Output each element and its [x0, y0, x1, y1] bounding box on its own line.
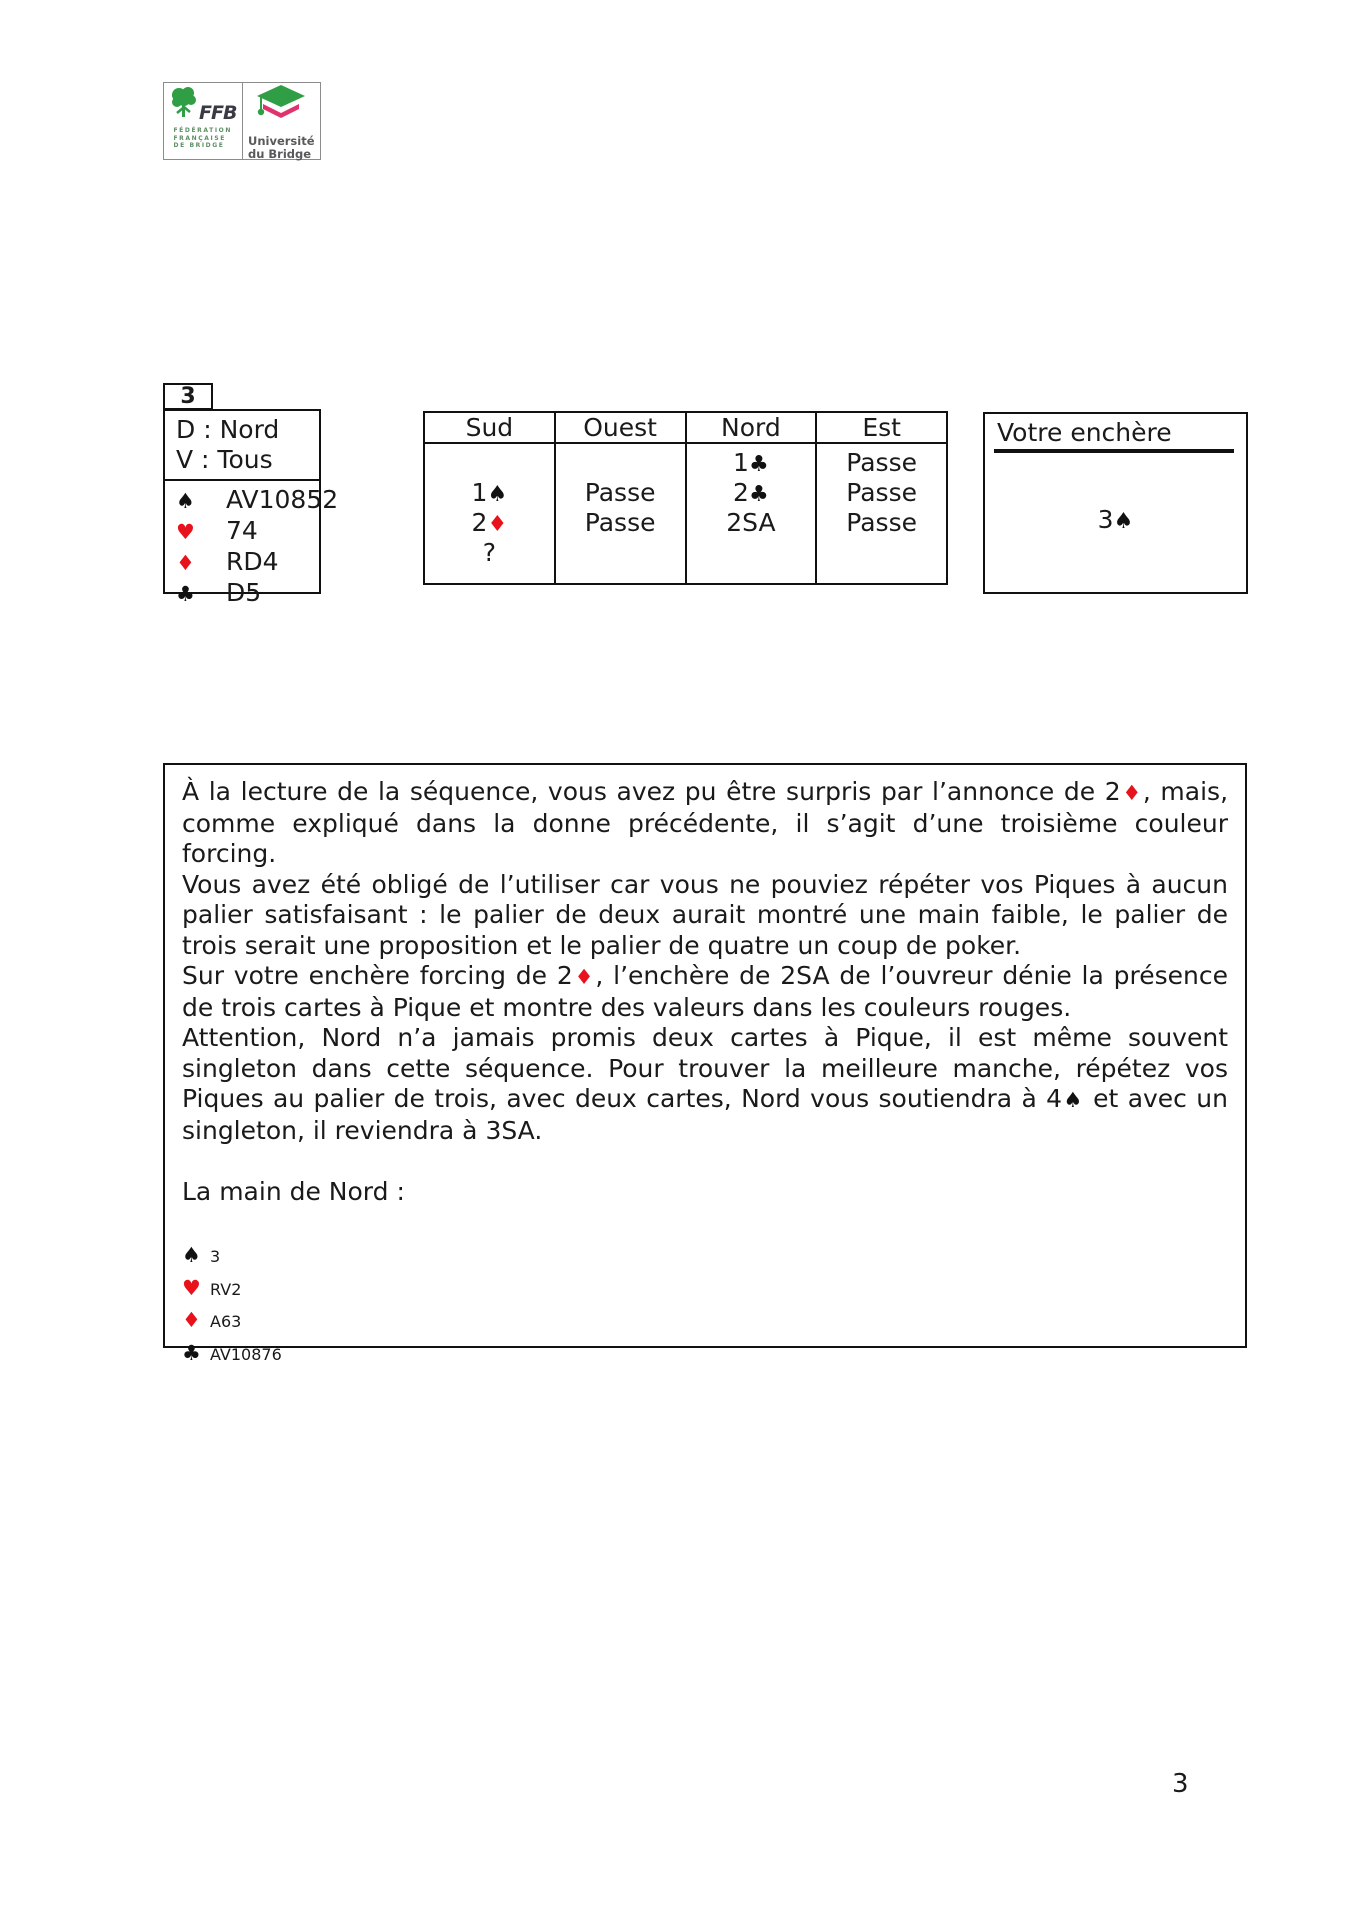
bid-cell: 2♦: [471, 508, 508, 537]
dealer-label: D : Nord: [176, 415, 280, 444]
bidding-column-est: [815, 444, 946, 583]
ffb-acronym: FFB: [199, 102, 237, 124]
suit-symbol: ♠: [1062, 1088, 1084, 1112]
suit-symbol: ♠: [487, 482, 508, 507]
bidding-table: [423, 411, 948, 585]
ffb-caption: [173, 127, 232, 150]
bidding-body: [425, 444, 946, 583]
bidding-column-sud: [425, 444, 554, 583]
hand-cards: RV2: [210, 1279, 242, 1299]
university-cap-icon: [253, 83, 309, 133]
bidding-header-sud: Sud: [465, 413, 514, 442]
hand-row: [176, 578, 319, 609]
explanation-paragraphs: [182, 777, 1228, 1146]
bid-cell: [556, 538, 685, 568]
bid-cell: 2♣: [733, 478, 769, 507]
hand-row: [176, 547, 319, 578]
suit-symbol: ♦: [182, 1308, 201, 1332]
bid-cell: Passe: [584, 478, 656, 507]
suit-symbol: ♦: [572, 965, 596, 989]
bid-cell: 2SA: [726, 508, 776, 537]
suit-symbol: ♦: [487, 512, 508, 537]
suit-symbol: ♦: [1120, 781, 1143, 805]
university-label-line: Université: [247, 134, 315, 148]
ffb-tree-icon: [169, 85, 199, 123]
vulnerability-label: V : Tous: [176, 445, 273, 474]
bidding-column-nord: [685, 444, 816, 583]
explanation-paragraph: À la lecture de la séquence, vous avez pu être surpris par l’annonce de 2♦, mais, comme expliqué dans la donne précédente, il s’agit d’une troisième couleur forcing.: [182, 777, 1229, 868]
bidding-header-ouest: Ouest: [554, 413, 685, 442]
suit-symbol: ♠: [1113, 509, 1134, 534]
suit-symbol: ♠: [176, 489, 195, 513]
hand-cards: A63: [210, 1312, 242, 1331]
bid-cell: [817, 538, 946, 568]
ffb-logo-cell: [164, 83, 243, 159]
hand-cards: D5: [226, 578, 262, 607]
deal-box: [163, 409, 339, 607]
votre-enchere-box: [983, 412, 1248, 594]
hand-cards: AV10852: [226, 485, 339, 514]
south-hand: [165, 481, 339, 609]
suit-symbol: ♥: [176, 520, 195, 544]
bid-cell: [556, 448, 685, 478]
answer-bid: 3♠: [1097, 505, 1134, 534]
suit-symbol: ♥: [182, 1275, 201, 1300]
bid-cell: 1♠: [471, 478, 508, 507]
ffb-logo: [163, 82, 321, 160]
hand-cards: RD4: [226, 547, 279, 576]
hand-row: [176, 485, 339, 516]
hand-row: [182, 1305, 1228, 1338]
votre-enchere-underline: [994, 449, 1234, 453]
bid-cell: ?: [482, 538, 497, 567]
explanation-paragraph: Vous avez été obligé de l’utiliser car vous ne pouviez répéter vos Piques à aucun palier satisfaisant : le palier de deux aurait montré une main faible, le palier de trois serait une proposition et le palier de quatre un coup de poker.: [182, 869, 1228, 960]
bid-cell: 1♣: [733, 448, 769, 477]
page-number: 3: [1172, 1769, 1189, 1799]
hand-row: [182, 1338, 1228, 1371]
university-label: [248, 135, 315, 160]
bidding-header-row: [425, 413, 946, 444]
university-logo-cell: [243, 83, 321, 159]
suit-symbol: ♣: [748, 452, 769, 477]
north-hand-title: La main de Nord :: [182, 1177, 405, 1206]
bidding-header-nord: Nord: [685, 413, 816, 442]
bid-cell: Passe: [846, 508, 917, 537]
explanation-box: [163, 763, 1247, 1365]
ffb-caption-line: FÉDÉRATION: [173, 127, 233, 134]
explanation-paragraph: Attention, Nord n’a jamais promis deux cartes à Pique, il est même souvent singleton dans cette séquence. Pour trouver la meilleure manche, répétez vos Piques au palier de trois, avec deux cartes, Nord vous soutiendra à 4♠ et avec un singleton, il reviendra à 3SA.: [182, 1023, 1228, 1145]
suit-symbol: ♣: [748, 482, 769, 507]
votre-enchere-title: Votre enchère: [997, 418, 1172, 447]
hand-row: [176, 516, 319, 547]
bidding-column-ouest: [554, 444, 685, 583]
ffb-caption-line: FRANÇAISE: [173, 134, 226, 142]
university-label-line: du Bridge: [247, 146, 312, 161]
deal-info: [165, 411, 319, 481]
hand-row: [182, 1240, 1228, 1273]
suit-symbol: ♣: [182, 1340, 201, 1365]
bid-cell: [425, 448, 554, 478]
explanation-paragraph: Sur votre enchère forcing de 2♦, l’enchère de 2SA de l’ouvreur dénie la présence de trois cartes à Pique et montre des valeurs dans les couleurs rouges.: [182, 961, 1228, 1022]
suit-symbol: ♣: [176, 582, 195, 606]
bid-cell: Passe: [846, 448, 917, 477]
deal-number: 3: [163, 383, 213, 410]
bid-cell: [687, 538, 816, 568]
ffb-caption-line: DE BRIDGE: [173, 142, 225, 149]
hand-row: [182, 1273, 1228, 1306]
north-hand: [182, 1240, 1228, 1370]
bidding-header-est: Est: [815, 413, 946, 442]
hand-cards: AV10876: [210, 1344, 282, 1364]
hand-cards: 3: [210, 1247, 221, 1266]
bid-cell: Passe: [584, 508, 656, 537]
bid-cell: Passe: [846, 478, 917, 507]
suit-symbol: ♦: [176, 551, 195, 575]
suit-symbol: ♠: [182, 1243, 201, 1267]
hand-cards: 74: [226, 516, 258, 545]
